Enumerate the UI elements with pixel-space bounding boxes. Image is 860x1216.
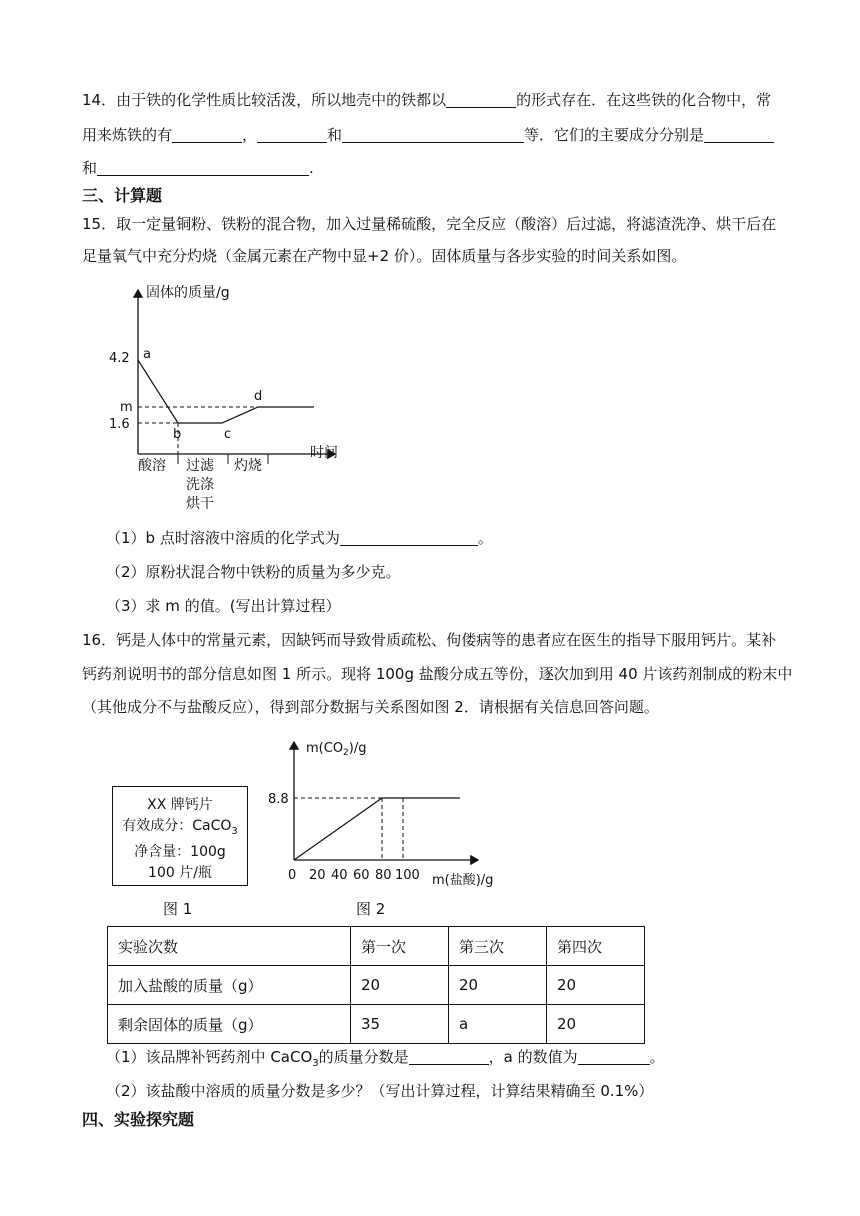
calcium-tablet-label-box — [112, 786, 248, 886]
chart1-ylabel: 固体的质量/g — [146, 285, 230, 301]
q15-sub2: （2）原粉状混合物中铁粉的质量为多少克。 — [106, 563, 401, 581]
table-header-cell: 第一次 — [351, 927, 449, 966]
section-title-calculation: 三、计算题 — [82, 186, 163, 205]
chart1-point-c: c — [224, 427, 232, 442]
table-header-row — [108, 927, 645, 966]
q15-para2: 足量氧气中充分灼烧（金属元素在产物中显+2 价）。固体质量与各步实验的时间关系如图。 — [82, 247, 687, 265]
box-brand: XX 牌钙片 — [147, 797, 213, 813]
chart2-xtick: 40 — [331, 868, 348, 883]
q14-line1: 14．由于铁的化学性质比较活泼，所以地壳中的铁都以 的形式存在．在这些铁的化合物中，常 — [82, 91, 772, 109]
chart1-stage-label: 洗涤 — [186, 477, 214, 493]
chart1-ytick-4.2: 4.2 — [109, 351, 130, 366]
chart1-ytick-1.6: 1.6 — [109, 417, 130, 432]
table-cell: 35 — [351, 1005, 449, 1044]
experiment-table — [107, 926, 645, 1044]
q15-para1: 15．取一定量铜粉、铁粉的混合物，加入过量稀硫酸，完全反应（酸溶）后过滤，将滤渣洗净、烘干后在 — [82, 215, 777, 233]
q16-para2: 钙药剂说明书的部分信息如图 1 所示。现将 100g 盐酸分成五等份，逐次加到用 40 片该药剂制成的粉末中 — [82, 665, 793, 683]
q16-para3: （其他成分不与盐酸反应），得到部分数据与关系图如图 2．请根据有关信息回答问题。 — [82, 698, 659, 716]
box-count: 100 片/瓶 — [148, 864, 212, 881]
chart1-point-d: d — [254, 389, 263, 404]
q14-line2: 用来炼铁的有 ， 和 等．它们的主要成分分别是 — [82, 125, 774, 145]
q16-sub2: （2）该盐酸中溶质的质量分数是多少？（写出计算过程，计算结果精确至 0.1%） — [106, 1082, 654, 1100]
table-cell: 20 — [449, 966, 547, 1005]
table-cell: 20 — [547, 966, 645, 1005]
chart2-xtick: 20 — [309, 868, 326, 883]
chart2-xtick: 100 — [395, 868, 420, 883]
table-cell: 剩余固体的质量（g） — [108, 1005, 351, 1044]
table-cell: 20 — [547, 1005, 645, 1044]
chart2-xlabel: m(盐酸)/g — [432, 873, 494, 888]
answer-blank[interactable] — [172, 126, 242, 143]
table-header-cell: 第三次 — [449, 927, 547, 966]
chart1-point-a: a — [143, 347, 151, 362]
chart1-stage-label: 灼烧 — [234, 458, 262, 474]
section-title-experiment: 四、实验探究题 — [82, 1110, 195, 1129]
table-header-cell: 实验次数 — [108, 927, 351, 966]
chart2-ylabel: $m(CO_2)/g$ — [306, 741, 367, 758]
chart-co2-vs-hcl — [262, 736, 512, 896]
answer-blank[interactable] — [704, 126, 774, 143]
q14-line3: 和 . — [82, 159, 314, 177]
table-cell: a — [449, 1005, 547, 1044]
chart1-stage-label: 过滤 — [186, 458, 214, 474]
answer-blank[interactable] — [340, 529, 478, 546]
chart1-point-b: b — [173, 427, 182, 442]
chart1-ytick-m: m — [120, 400, 133, 415]
box-ingredient: 有效成分：CaCO$_3$ — [122, 818, 238, 837]
figure2-caption: 图 2 — [356, 900, 386, 918]
chart2-series-line — [294, 798, 460, 860]
answer-blank[interactable] — [97, 159, 309, 176]
table-row — [108, 966, 645, 1005]
chart-solid-mass-vs-time — [100, 280, 370, 520]
chart2-ytick-8.8: 8.8 — [268, 792, 289, 807]
table-cell: 加入盐酸的质量（g） — [108, 966, 351, 1005]
chart1-series-line — [138, 360, 314, 423]
table-cell: 20 — [351, 966, 449, 1005]
chart2-xtick: 0 — [288, 868, 297, 883]
answer-blank[interactable] — [446, 91, 516, 108]
q15-sub3: （3）求 m 的值。(写出计算过程） — [106, 597, 341, 615]
q15-sub1: （1）b 点时溶液中溶质的化学式为 。 — [106, 529, 493, 547]
box-net-content: 净含量：100g — [134, 843, 226, 860]
answer-blank[interactable] — [342, 126, 524, 143]
q16-para1: 16．钙是人体中的常量元素，因缺钙而导致骨质疏松、佝偻病等的患者应在医生的指导下服用钙片。某补 — [82, 631, 777, 649]
chart1-xlabel: 时间 — [310, 445, 338, 461]
q16-sub1: （1）该品牌补钙药剂中 CaCO$_3$的质量分数是 ，a 的数值为 。 — [106, 1048, 665, 1069]
chart2-xtick: 60 — [353, 868, 370, 883]
chart1-stage-label: 烘干 — [186, 496, 214, 512]
answer-blank[interactable] — [409, 1048, 489, 1065]
answer-blank[interactable] — [257, 126, 327, 143]
chart2-xtick: 80 — [375, 868, 392, 883]
chart1-stage-label: 酸溶 — [138, 458, 166, 474]
answer-blank[interactable] — [578, 1048, 650, 1065]
table-header-cell: 第四次 — [547, 927, 645, 966]
table-row — [108, 1005, 645, 1044]
figure1-caption: 图 1 — [163, 900, 193, 918]
